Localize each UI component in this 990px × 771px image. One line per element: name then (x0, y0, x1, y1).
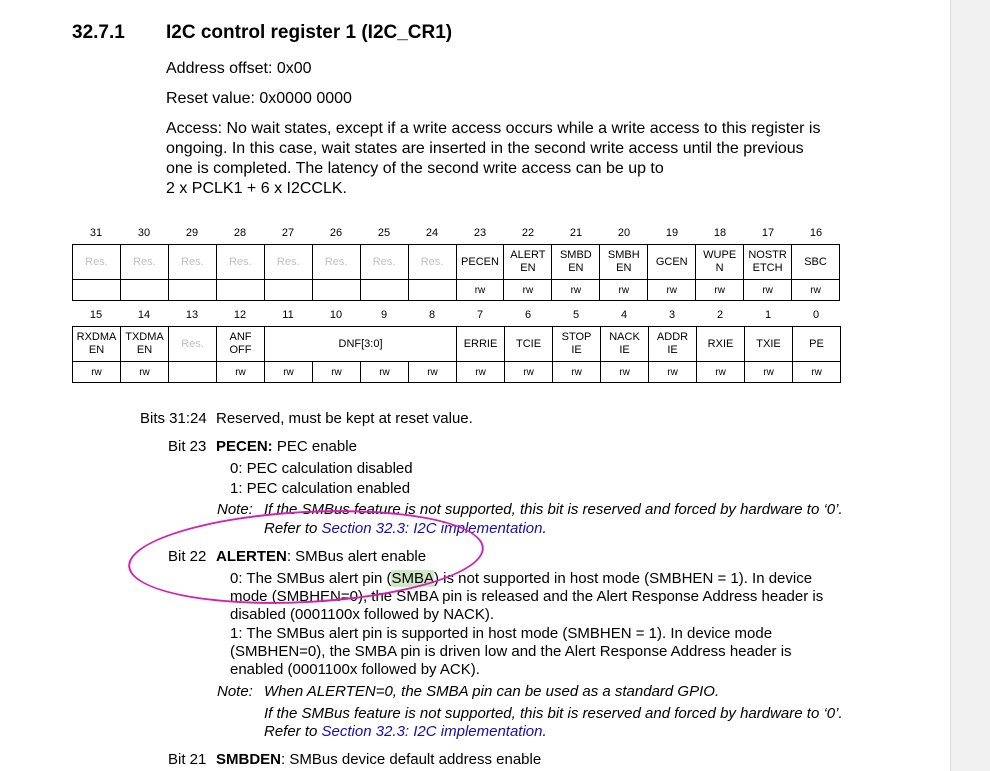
access-cell (168, 280, 216, 301)
bit-number: 21 (569, 227, 583, 239)
access-cell: rw (649, 362, 697, 383)
field-cell-addrie: ADDR IE (649, 327, 697, 362)
access-cell (120, 280, 168, 301)
bit23-value-0: 0: PEC calculation disabled (230, 460, 413, 477)
bit22-value-0-line2: mode (SMBHEN=0), the SMBA pin is released and the Alert Response Address header is (230, 588, 824, 605)
bit22-heading (216, 548, 426, 566)
access-cell (312, 280, 360, 301)
bit-number: 23 (473, 227, 487, 239)
access-line: one is completed. The latency of the second write access can be up to (166, 160, 664, 177)
field-cell-smbden: SMBD EN (552, 245, 600, 280)
field-cell-reserved: Res. (120, 245, 168, 280)
bit-number: 4 (620, 309, 628, 321)
access-line: Access: No wait states, except if a write access occurs while a write access to this register is (166, 120, 821, 137)
bit22-label: Bit 22 (168, 548, 207, 565)
field-cell-pe: PE (793, 327, 841, 362)
bit-number: 25 (377, 227, 391, 239)
bit-number-row-lower (72, 307, 840, 323)
bit-number-row-upper (72, 225, 840, 241)
access-cell: rw (504, 280, 552, 301)
access-cell: rw (601, 362, 649, 383)
access-cell: rw (553, 362, 601, 383)
section-title: I2C control register 1 (I2C_CR1) (166, 22, 453, 43)
access-line: ongoing. In this case, wait states are inserted in the second write access until the previous (166, 140, 804, 157)
bit23-note-refer (264, 520, 547, 538)
field-cell-reserved: Res. (360, 245, 408, 280)
field-cell-txdmaen: TXDMA EN (121, 327, 169, 362)
access-line: 2 x PCLK1 + 6 x I2CCLK. (166, 180, 347, 197)
address-offset: Address offset: 0x00 (166, 60, 312, 77)
reset-value: Reset value: 0x0000 0000 (166, 90, 352, 107)
section-number: 32.7.1 (72, 22, 125, 43)
access-cell: rw (361, 362, 409, 383)
field-cell-reserved: Res. (408, 245, 456, 280)
bit23-heading (216, 438, 357, 456)
field-cell-nostretch: NOSTR ETCH (744, 245, 792, 280)
bit-number: 29 (185, 227, 199, 239)
access-cell: rw (648, 280, 696, 301)
bit-number: 6 (524, 309, 532, 321)
field-cell-rxie: RXIE (697, 327, 745, 362)
bit-number: 30 (137, 227, 151, 239)
access-cell (264, 280, 312, 301)
vertical-scrollbar[interactable] (950, 0, 990, 771)
bits-31-24-label: Bits 31:24 (140, 410, 207, 427)
access-cell: rw (600, 280, 648, 301)
field-cell-gcen: GCEN (648, 245, 696, 280)
access-cell: rw (409, 362, 457, 383)
access-cell (216, 280, 264, 301)
bit21-title: : SMBus device default address enable (281, 751, 542, 768)
section-link[interactable]: Section 32.3: I2C implementation (321, 723, 543, 740)
bit22-value-0-line3: disabled (0001100x followed by NACK). (230, 606, 495, 623)
access-cell: rw (505, 362, 553, 383)
access-cell: rw (745, 362, 793, 383)
field-cell-txie: TXIE (745, 327, 793, 362)
bit-number: 31 (89, 227, 103, 239)
bit22-value-1-line2: (SMBHEN=0), the SMBA pin is driven low and the Alert Response Address header is (230, 643, 792, 660)
bit-number: 10 (329, 309, 343, 321)
bit23-note-text: If the SMBus feature is not supported, this bit is reserved and forced by hardware to ‘0’. (264, 501, 843, 518)
bit22-note-refer (264, 723, 547, 741)
bit-number: 24 (425, 227, 439, 239)
field-cell-reserved: Res. (73, 245, 121, 280)
bit21-name: SMBDEN (216, 751, 282, 768)
bit-number: 3 (668, 309, 676, 321)
access-cell (73, 280, 121, 301)
field-cell-tcie: TCIE (505, 327, 553, 362)
bit22-value-0-line1 (230, 570, 812, 588)
bit22-title: : SMBus alert enable (286, 548, 427, 565)
field-cell-nackie: NACK IE (601, 327, 649, 362)
field-cell-errie: ERRIE (457, 327, 505, 362)
bit21-heading (216, 751, 541, 769)
bit23-value-1: 1: PEC calculation enabled (230, 480, 411, 497)
field-cell-reserved: Res. (168, 245, 216, 280)
field-cell-sbc: SBC (792, 245, 840, 280)
bit-number: 7 (476, 309, 484, 321)
bit-number: 9 (380, 309, 388, 321)
bits-31-24-text: Reserved, must be kept at reset value. (216, 410, 473, 427)
bit-number: 11 (282, 309, 294, 321)
bit22-note-text-1: When ALERTEN=0, the SMBA pin can be used as a standard GPIO. (264, 683, 720, 700)
access-cell: rw (697, 362, 745, 383)
text-span: ) is not supported in host mode (SMBHEN = 1). In device (433, 570, 813, 587)
access-cell: rw (792, 280, 840, 301)
field-cell-smbhen: SMBH EN (600, 245, 648, 280)
access-description (166, 119, 856, 199)
bit-number: 15 (89, 309, 103, 321)
bit21-label: Bit 21 (168, 751, 207, 768)
bit22-name: ALERTEN (216, 548, 287, 565)
text-span: 0: The SMBus alert pin ( (230, 570, 392, 587)
refer-prefix: Refer to (264, 723, 322, 740)
access-cell: rw (217, 362, 265, 383)
field-cell-reserved: Res. (169, 327, 217, 362)
bit-number: 2 (716, 309, 724, 321)
field-cell-rxdmaen: RXDMA EN (73, 327, 121, 362)
bit-number: 0 (812, 309, 820, 321)
bit22-note-label: Note: (217, 683, 253, 700)
access-cell (360, 280, 408, 301)
access-cell: rw (265, 362, 313, 383)
access-cell: rw (73, 362, 121, 383)
section-link[interactable]: Section 32.3: I2C implementation (321, 520, 543, 537)
bit-number: 26 (329, 227, 343, 239)
bit-number: 12 (233, 309, 247, 321)
access-cell (408, 280, 456, 301)
bit-number: 5 (572, 309, 580, 321)
access-cell: rw (696, 280, 744, 301)
refer-prefix: Refer to (264, 520, 322, 537)
bit23-title: PEC enable (272, 438, 357, 455)
bit-number: 20 (617, 227, 631, 239)
bit-number: 16 (809, 227, 823, 239)
access-cell: rw (456, 280, 504, 301)
field-cell-wupen: WUPE N (696, 245, 744, 280)
refer-suffix: . (542, 520, 547, 537)
field-cell-alerten: ALERT EN (504, 245, 552, 280)
bit-number: 27 (281, 227, 295, 239)
smba-highlight: SMBA (391, 570, 434, 587)
bit-number: 22 (521, 227, 535, 239)
access-cell: rw (457, 362, 505, 383)
bit22-note-text-2: If the SMBus feature is not supported, this bit is reserved and forced by hardware to ‘0’. (264, 705, 843, 722)
access-cell: rw (552, 280, 600, 301)
bit-number: 1 (764, 309, 772, 321)
field-cell-anfoff: ANF OFF (217, 327, 265, 362)
access-cell: rw (793, 362, 841, 383)
bit22-value-1-line1: 1: The SMBus alert pin is supported in host mode (SMBHEN = 1). In device mode (230, 625, 773, 642)
field-cell-reserved: Res. (264, 245, 312, 280)
access-cell (169, 362, 217, 383)
bit-number: 14 (137, 309, 151, 321)
field-cell-reserved: Res. (216, 245, 264, 280)
register-table-upper (72, 244, 840, 301)
bit-number: 17 (761, 227, 775, 239)
field-cell-dnf: DNF[3:0] (265, 327, 457, 362)
refer-suffix: . (542, 723, 547, 740)
register-table-lower (72, 326, 841, 383)
access-cell: rw (121, 362, 169, 383)
bit-number: 8 (428, 309, 436, 321)
access-cell: rw (313, 362, 361, 383)
access-cell: rw (744, 280, 792, 301)
bit-number: 28 (233, 227, 247, 239)
field-cell-stopie: STOP IE (553, 327, 601, 362)
field-cell-reserved: Res. (312, 245, 360, 280)
bit23-name: PECEN: (216, 438, 273, 455)
bit-number: 13 (185, 309, 199, 321)
bit-number: 18 (713, 227, 727, 239)
field-cell-pecen: PECEN (456, 245, 504, 280)
bit23-label: Bit 23 (168, 438, 207, 455)
bit23-note-label: Note: (217, 501, 253, 518)
bit22-value-1-line3: enabled (0001100x followed by ACK). (230, 661, 480, 678)
bit-number: 19 (665, 227, 679, 239)
